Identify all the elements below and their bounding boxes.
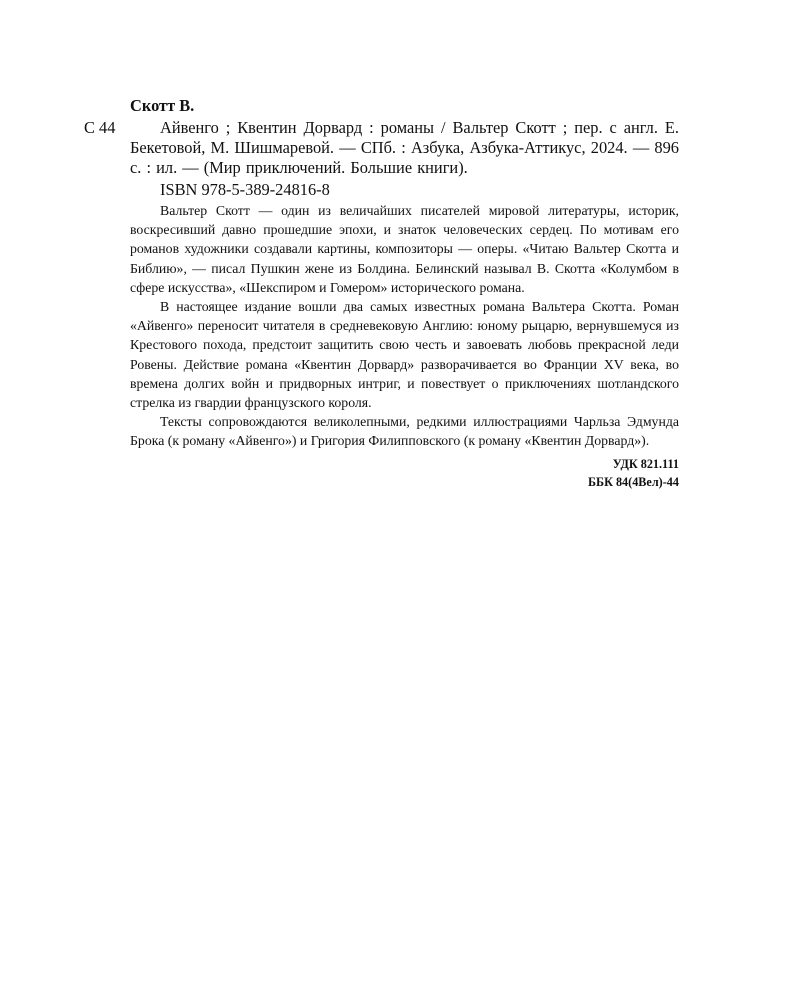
annotation-paragraph: В настоящее издание вошли два самых известных романа Вальтера Скотта. Роман «Айвенго» переносит читателя в средневековую Англию: юному рыцарю, вернувшемуся из Крестового похода, предстоит защитить свою честь и завоевать любовь прекрасной леди Ровены. Действие романа «Квентин Дорвард» разворачивается во Франции XV века, во времена долгих войн и придворных интриг, и повествует о приключениях шотландского стрелка из гвардии французского короля. bbox=[130, 299, 679, 411]
author-heading: Скотт В. bbox=[130, 96, 195, 115]
annotation-paragraph: Тексты сопровождаются великолепными, редкими иллюстрациями Чарльза Эдмунда Брока (к роману «Айвенго») и Григория Филипповского (к роману «Квентин Дорвард»). bbox=[130, 414, 679, 449]
annotation-paragraph: Вальтер Скотт — один из величайших писателей мировой литературы, историк, воскресивший давно прошедшие эпохи, и знаток человеческих сердец. По мотивам его романов художники создавали картины, композиторы — оперы. «Читаю Вальтер Скотта и Библию», — писал Пушкин жене из Болдина. Белинский называл В. Скотта «Колумбом в сфере искусства», «Шекспиром и Гомером» исторического романа. bbox=[130, 203, 679, 295]
call-number: С 44 bbox=[84, 118, 116, 137]
annotation bbox=[130, 201, 679, 451]
cip-record bbox=[84, 96, 679, 491]
bbk-code: ББК 84(4Вел)-44 bbox=[587, 474, 679, 489]
bibliographic-entry-block bbox=[84, 118, 679, 178]
isbn: ISBN 978-5-389-24816-8 bbox=[160, 180, 330, 199]
udc-code: УДК 821.111 bbox=[612, 456, 679, 471]
classification-codes bbox=[130, 455, 679, 491]
bibliographic-entry: Айвенго ; Квентин Дорвард : романы / Вальтер Скотт ; пер. с англ. Е. Бекетовой, М. Шишмаревой. — СПб. : Азбука, Азбука-Аттикус, 2024. — 896 с. : ил. — (Мир приключений. Большие книги). bbox=[130, 118, 679, 177]
